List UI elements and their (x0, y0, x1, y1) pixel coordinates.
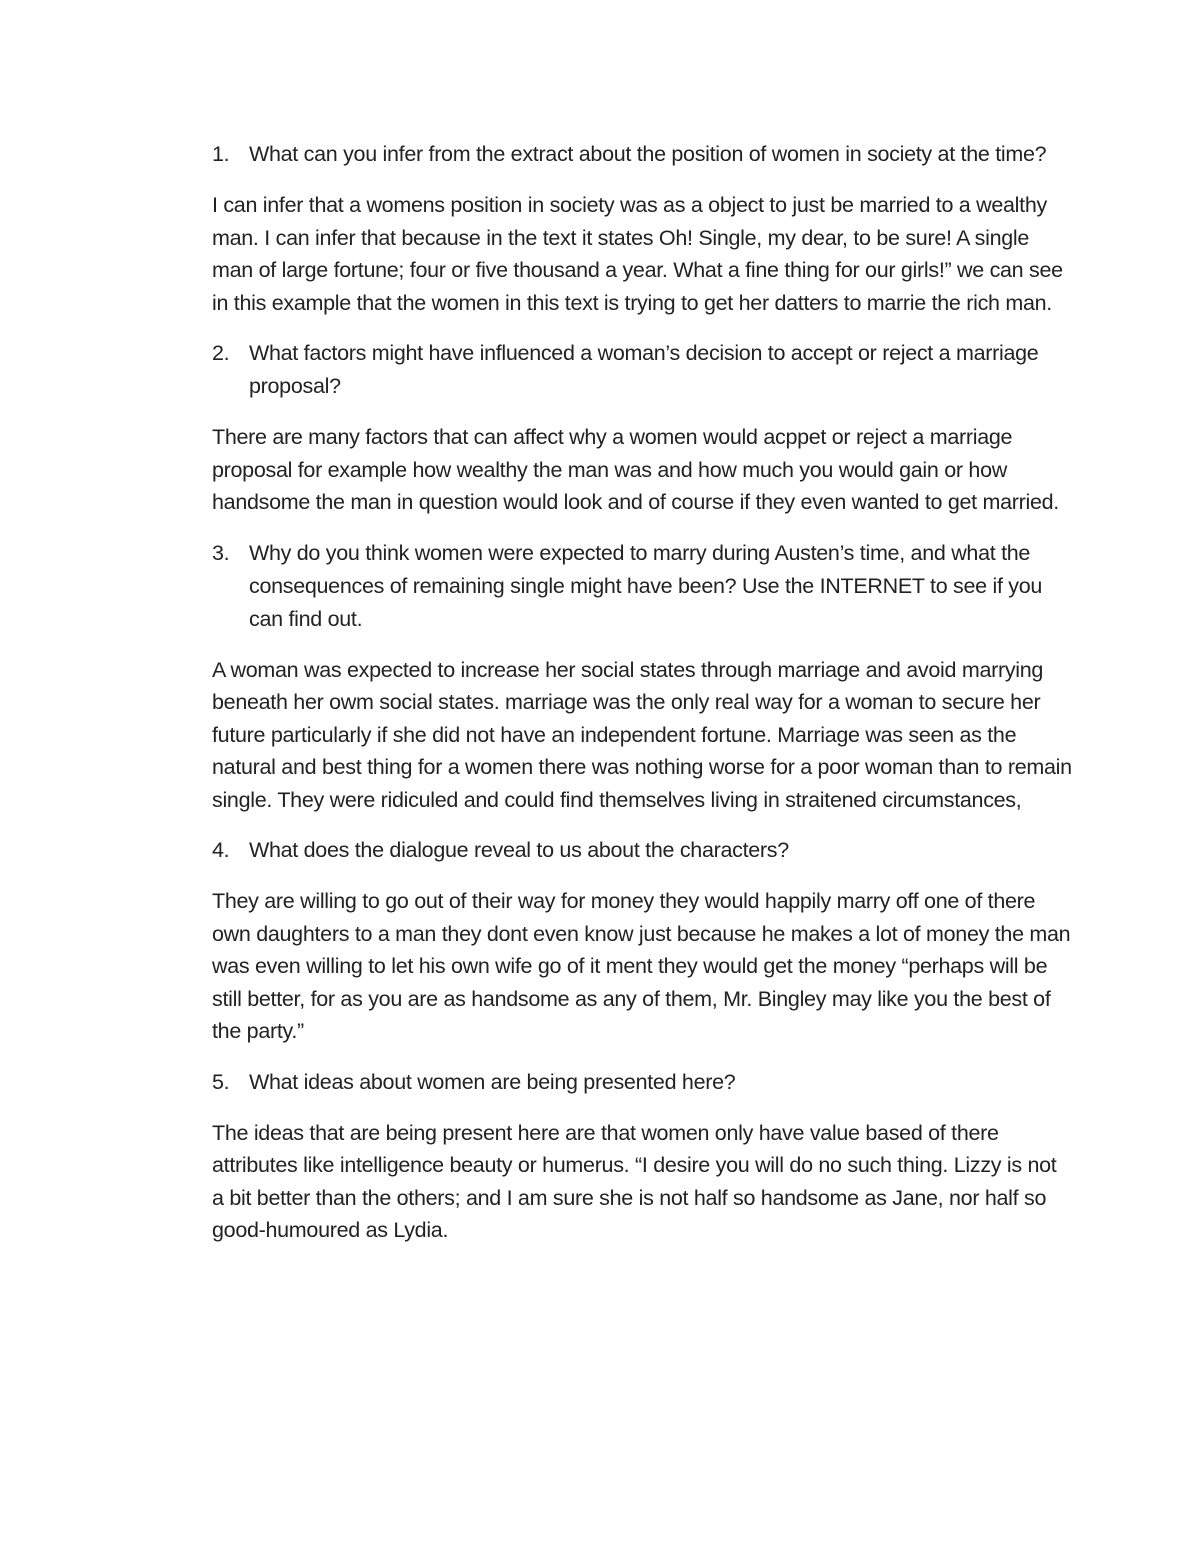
answer-4: They are willing to go out of their way for money they would happily marry off one of there own daughters to a man they dont even know just because he makes a lot of money the man was even willing to let his own wife go of it ment they would get the money “perhaps will be still better, for as you are as handsome as any of them, Mr. Bingley may like you the best of the party.” (212, 889, 1071, 1043)
question-text: Why do you think women were expected to marry during Austen’s time, and what the consequences of remaining single might have been? Use the INTERNET to see if you can find out. (249, 540, 1043, 631)
question-number: 2. (212, 341, 230, 365)
answer-3: A woman was expected to increase her social states through marriage and avoid marrying beneath her owm social states. marriage was the only real way for a woman to secure her future particularly if she did not have an independent fortune. Marriage was seen as the natural and best thing for a women there was nothing worse for a poor woman than to remain single. They were ridiculed and could find themselves living in straitened circumstances, (212, 657, 1072, 812)
document-body (212, 138, 1072, 1265)
question-3 (212, 537, 1072, 636)
answer-2: There are many factors that can affect why a women would acppet or reject a marriage proposal for example how wealthy the man was and how much you would gain or how handsome the man in question would look and of course if they even wanted to get married. (212, 425, 1059, 514)
answer-1: I can infer that a womens position in society was as a object to just be married to a wealthy man. I can infer that because in the text it states Oh! Single, my dear, to be sure! A single man of large fortune; four or five thousand a year. What a fine thing for our girls!” we can see in this example that the women in this text is trying to get her datters to marrie the rich man. (212, 193, 1063, 315)
answer-5: The ideas that are being present here are that women only have value based of there attributes like intelligence beauty or humerus. “I desire you will do no such thing. Lizzy is not a bit better than the others; and I am sure she is not half so handsome as Jane, nor half so good-humoured as Lydia. (212, 1120, 1057, 1242)
question-number: 1. (212, 142, 230, 166)
question-number: 3. (212, 540, 230, 565)
question-text: What factors might have influenced a woman’s decision to accept or reject a marriage proposal? (249, 341, 1039, 398)
question-text: What does the dialogue reveal to us about the characters? (249, 838, 789, 862)
question-1 (212, 138, 1072, 171)
question-number: 4. (212, 838, 230, 862)
question-number: 5. (212, 1069, 230, 1094)
question-text: What ideas about women are being presented here? (249, 1069, 736, 1094)
question-text: What can you infer from the extract about the position of women in society at the time? (249, 142, 1047, 166)
question-4 (212, 834, 1072, 867)
question-2 (212, 337, 1072, 403)
question-5 (212, 1066, 1072, 1099)
